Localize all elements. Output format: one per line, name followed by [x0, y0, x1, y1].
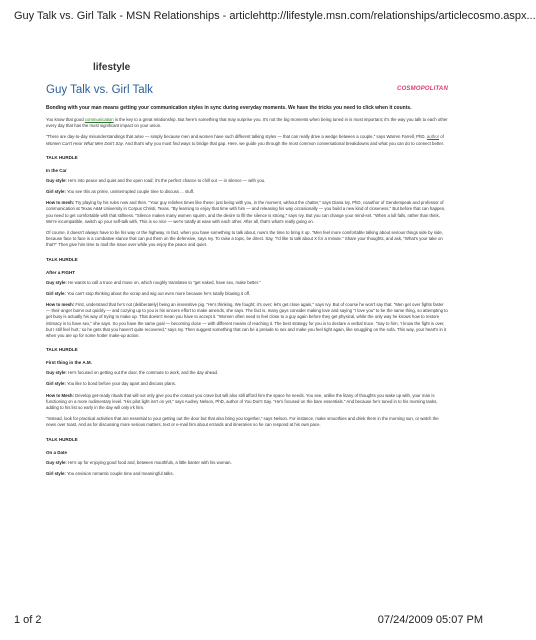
mesh-label: How to Mesh: [46, 392, 74, 398]
page-url: http://lifestyle.msn.com/relationships/articlecosmo.aspx... [258, 10, 536, 22]
talk-hurdle-heading: TALK HURDLE [46, 256, 78, 262]
section-heading-car: In the Car [46, 167, 67, 173]
guy-style-label: Guy style: [46, 279, 67, 285]
article-title: Guy Talk vs. Girl Talk [46, 84, 153, 96]
how-to-mesh [46, 200, 448, 225]
guy-style-label: Guy style: [46, 177, 67, 183]
girl-style-text: You like to bond before your day apart and discuss plans. [65, 381, 176, 387]
guy-style [46, 460, 448, 466]
how-to-mesh [46, 302, 448, 339]
guy-style [46, 178, 448, 184]
girl-style-text: You envision romantic couple time and meaningful talks. [65, 470, 174, 476]
guy-style-label: Guy style: [46, 459, 67, 465]
guy-style [46, 370, 448, 376]
girl-style [46, 291, 448, 297]
intro-text-end: is the key to a great relationship. But here's something that may surprise you. It's not the big moments when being tuned in is most important; it's the way you talk to each other every day that has the most significant impact on your union. [46, 117, 448, 129]
how-to-mesh [46, 393, 448, 412]
mesh-label: How to mesh: [46, 302, 75, 308]
mesh-text: Try playing by his rules now and then. "Your guy relishes times like these: just being with you, in the moment, without the chatter," says Diana Ivy, PhD, coauthor of Genderspeak and professor of communication at Texas A&M University in Corpus Christi, Texas. "By learning to enjoy that time with him — and releasing his way occasionally — you build a new kind of closeness." But before that can happen, you need to get comfortable with that stillness. "Silence makes many women squirm, and the desire to fill the silence is strong," says Ivy. But you can change your mind-set. "When a lull falls, rather than think, We're incompatible, switch up your self-talk with, This is so nice — we're totally at ease with each other. After all, that's what's really going on. [46, 200, 446, 224]
paragraph: "Instead, look for practical activities that are essential to your getting out the door but that also bring you together," says Nelson. For instance, make smoothies and drink them in the morning sun, or watch the news over toast. And as for discussing more serious matters, text or e-mail him about errands and itineraries so he can respond at his own pace. [46, 416, 439, 428]
paragraph-2 [46, 134, 448, 146]
guy-style [46, 280, 448, 286]
guy-style-text: He's focused on getting out the door, the commute to work, and the day ahead. [66, 370, 219, 376]
girl-style [46, 189, 448, 195]
guy-style-text: He's into peace and quiet and the open road; it's the perfect chance to chill out — in silence — with you. [66, 177, 266, 183]
article-header [46, 84, 448, 96]
p2-text: "There are day-to-day misunderstandings that arise — simply because men and women have such different talking styles — that can really drive a wedge between a couple," says Warren Farrell, PhD, [46, 134, 427, 140]
intro-paragraph [46, 117, 448, 129]
girl-style-label: Girl style: [46, 470, 66, 476]
article [46, 84, 448, 477]
guy-style-text: He's up for enjoying good food and, between mouthfuls, a little banter with his woman. [66, 459, 232, 465]
section-heading-fight: After a FIGHT [46, 269, 76, 275]
talk-hurdle-heading: TALK HURDLE [46, 154, 78, 160]
guy-style-text: He wants to call a truce and move on, which roughly translates to "get naked, have sex, make better." [66, 279, 261, 285]
section-heading-date: On a Date [46, 449, 68, 455]
article-lede: Bonding with your man means getting your communication styles in sync during everyday moments. We have the tricks you need to click when it counts. [46, 105, 412, 111]
mesh-text: First, understand that he's not (deliberately) being an insensitive pig. "He's thinking, We fought; it's over; let's get close again," says Ivy. But of course he won't say that. "Men get over fights faster — their anger burns out quickly — and cozying up to you is his sincere effort to make amends, she says. The fact is, many guys consider making love and saying "I love you" to be the same thing, so attempting to get busy is actually his way of trying to make up. That doesn't mean you have to accept it. "Women often need to feel close to a guy again before they get physical, while the only way he knows how to restore intimacy is to have sex," she says. So you have the same goal — becoming close — with different means of reaching it. The best strategy for you is to declare a verbal truce. "Say to him, 'I know the fight is over, but I still feel hurt,' so he gets that you haven't quite recovered," says Ivy. Then suggest something that can be a prelude to sex and make you feel tight again, like snuggling on the sofa. This way, your heart's in it when you are up for some hotter make-up action. [46, 302, 448, 339]
girl-style-text: You see this as prime, uninterrupted couple time to discuss ... stuff. [65, 189, 195, 195]
brand-logo: COSMOPOLITAN [397, 86, 448, 92]
mesh-text: Develop get-ready rituals that will not only give you the contact you crave but will also still afford him the space he needs. You see, unlike the litany of thoughts you wake up with, your man is functioning on a more rudimentary level. "His pilot light isn't on yet," says Audrey Nelson, PhD, author of You Don't Say. "He's focused on the bare essentials." And because he's tuned in to his morning tasks, adding to his list so early in the day will only irk him. [46, 392, 438, 411]
section-heading-morning: First thing in the A.M. [46, 360, 92, 366]
girl-style-label: Girl style: [46, 290, 66, 296]
girl-style [46, 381, 448, 387]
talk-hurdle-heading: TALK HURDLE [46, 347, 78, 353]
mesh-label: How to mesh: [46, 200, 75, 206]
girl-style-label: Girl style: [46, 189, 66, 195]
author-link[interactable]: author [426, 134, 440, 140]
print-header [14, 10, 536, 22]
p2-text-mid: of [439, 134, 444, 140]
girl-style-text: You can't stop thinking about the scrap and wig out even more because he's totally blowing it off. [65, 290, 251, 296]
guy-style-label: Guy style: [46, 370, 67, 376]
page-number: 1 of 2 [14, 614, 42, 626]
print-timestamp: 07/24/2009 05:07 PM [377, 614, 483, 626]
paragraph: Of course, it doesn't always have to be his way or the highway. In fact, when you have something to talk about, now's the time to bring it up. "Men feel more comfortable talking about serious things side by side, because face to face is a combative stance that can put them on the defensive, says Ivy. To raise a topic, be direct. Say, "I'd like to talk about X for a minute." Share your thoughts, and ask, "What's your take on that?" Then give him time to mull the issue over while you enjoy the peace and quiet. [46, 230, 443, 248]
p2-text-end: . And that's why you must find ways to bridge that gap. Here, we guide you through the most common conversational breakdowns and what you can do to connect better. [122, 140, 444, 146]
intro-text: You know that good [46, 117, 85, 122]
girl-style-label: Girl style: [46, 381, 66, 387]
print-footer [14, 614, 483, 626]
section-label: lifestyle [93, 62, 131, 73]
communication-link[interactable]: communication [84, 117, 114, 122]
book-title: Women Can't Hear What Men Don't Say [46, 140, 123, 146]
girl-style [46, 471, 448, 477]
talk-hurdle-heading: TALK HURDLE [46, 436, 78, 442]
page-title: Guy Talk vs. Girl Talk - MSN Relationships - article [14, 10, 259, 22]
